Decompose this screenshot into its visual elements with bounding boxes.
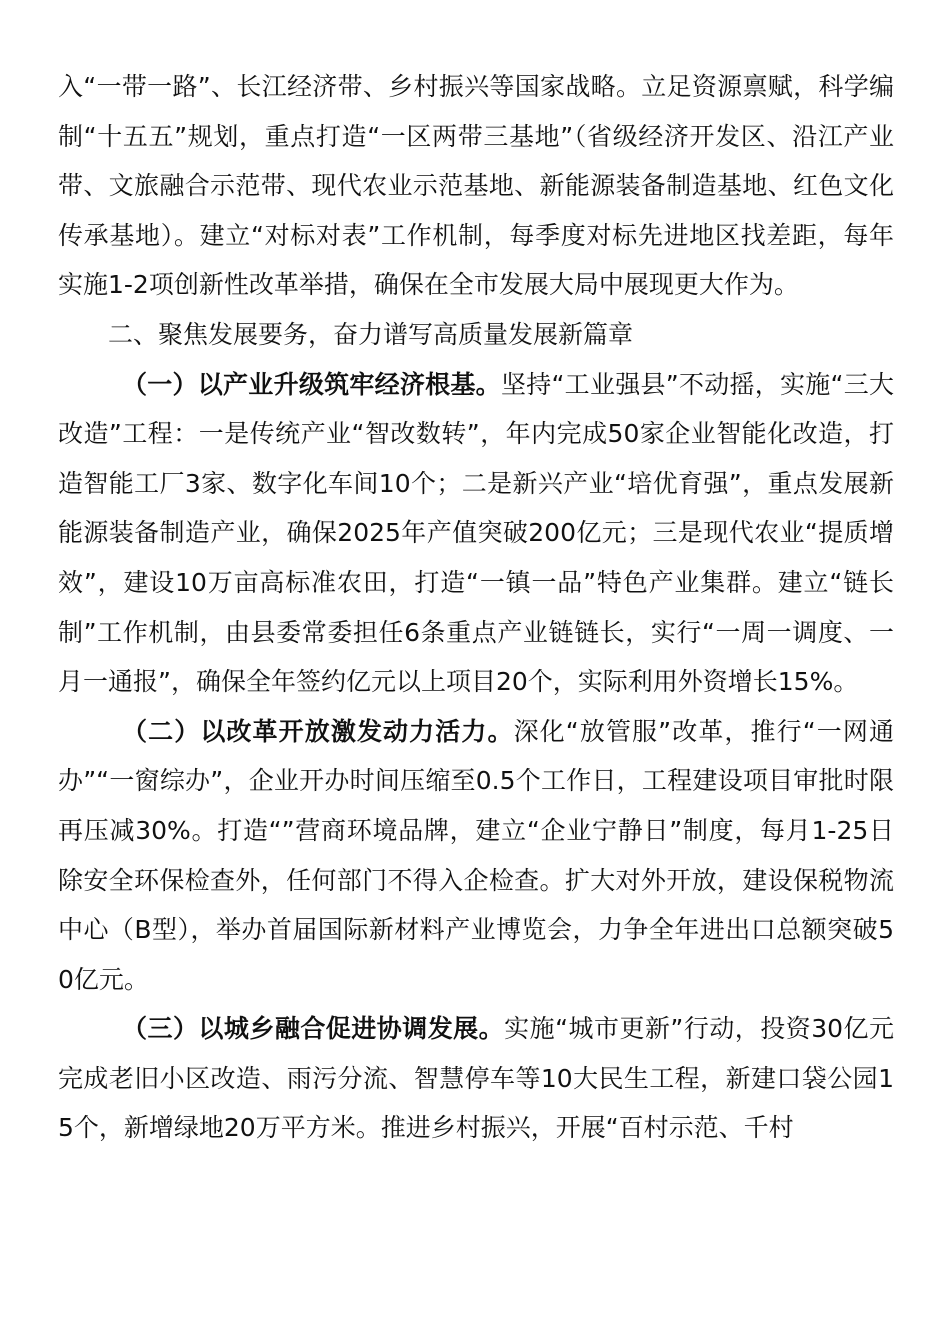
document-page bbox=[58, 62, 894, 1153]
paragraph-urban-rural bbox=[58, 1004, 894, 1153]
paragraph-industry bbox=[58, 360, 894, 707]
paragraph-text: 深化“放管服”改革，推行“一网通办”“一窗综办”，企业开办时间压缩至0.5个工作日，工程建设项目审批时限再压减30%。打造“”营商环境品牌，建立“企业宁静日”制度，每月1-25日除安全环保检查外，任何部门不得入企检查。扩大对外开放，建设保税物流中心（B型），举办首届国际新材料产业博览会，力争全年进出口总额突破50亿元。 bbox=[58, 716, 894, 994]
paragraph-intro bbox=[58, 62, 894, 310]
paragraph-lead: （二）以改革开放激发动力活力。 bbox=[122, 716, 514, 746]
paragraph-text: 坚持“工业强县”不动摇，实施“三大改造”工程：一是传统产业“智改数转”，年内完成50家企业智能化改造，打造智能工厂3家、数字化车间10个；二是新兴产业“培优育强”，重点发展新能源装备制造产业，确保2025年产值突破200亿元；三是现代农业“提质增效”，建设10万亩高标准农田，打造“一镇一品”特色产业集群。建立“链长制”工作机制，由县委常委担任6条重点产业链链长，实行“一周一调度、一月一通报”，确保全年签约亿元以上项目20个，实际利用外资增长15%。 bbox=[58, 369, 894, 697]
paragraph-text: 实施“城市更新”行动，投资30亿元完成老旧小区改造、雨污分流、智慧停车等10大民生工程，新建口袋公园15个，新增绿地20万平方米。推进乡村振兴，开展“百村示范、千村 bbox=[58, 1014, 894, 1143]
section-heading-text: 二、聚焦发展要务，奋力谱写高质量发展新篇章 bbox=[108, 319, 634, 349]
paragraph-lead: （一）以产业升级筑牢经济根基。 bbox=[122, 369, 501, 399]
section-heading bbox=[58, 310, 894, 360]
paragraph-reform bbox=[58, 707, 894, 1005]
paragraph-lead: （三）以城乡融合促进协调发展。 bbox=[122, 1014, 505, 1044]
paragraph-text: 入“一带一路”、长江经济带、乡村振兴等国家战略。立足资源禀赋，科学编制“十五五”规划，重点打造“一区两带三基地”（省级经济开发区、沿江产业带、文旅融合示范带、现代农业示范基地、新能源装备制造基地、红色文化传承基地）。建立“对标对表”工作机制，每季度对标先进地区找差距，每年实施1-2项创新性改革举措，确保在全市发展大局中展现更大作为。 bbox=[58, 72, 894, 300]
